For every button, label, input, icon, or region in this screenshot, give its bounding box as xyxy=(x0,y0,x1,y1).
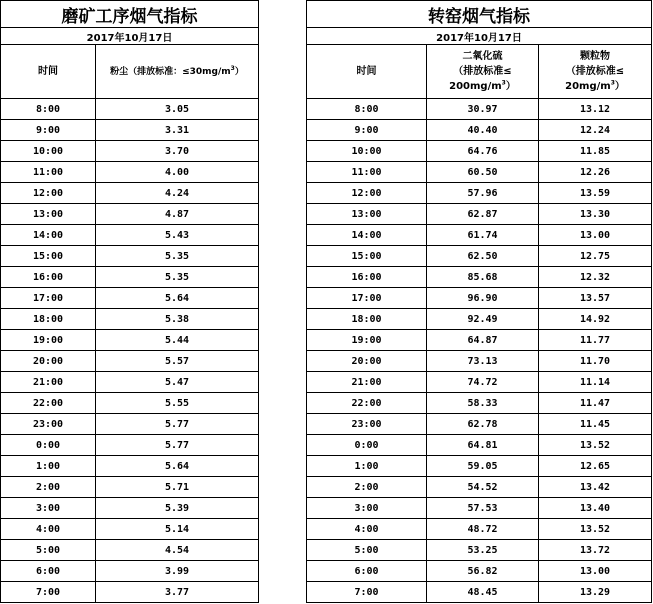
table-row xyxy=(1,141,259,162)
dust-value-cell: 5.14 xyxy=(96,519,259,540)
time-cell: 0:00 xyxy=(307,435,427,456)
table-row xyxy=(1,246,259,267)
table-row xyxy=(1,162,259,183)
so2-value-cell: 62.78 xyxy=(427,414,539,435)
left-table-title: 磨矿工序烟气指标 xyxy=(1,1,259,28)
table-row xyxy=(1,582,259,603)
time-cell: 2:00 xyxy=(1,477,96,498)
so2-value-cell: 48.45 xyxy=(427,582,539,603)
table-row xyxy=(307,162,652,183)
so2-value-cell: 64.87 xyxy=(427,330,539,351)
pm-value-cell: 13.30 xyxy=(539,204,652,225)
table-row xyxy=(1,225,259,246)
dust-value-cell: 5.64 xyxy=(96,456,259,477)
table-row xyxy=(307,246,652,267)
time-cell: 7:00 xyxy=(1,582,96,603)
table-row xyxy=(1,414,259,435)
pm-value-cell: 13.29 xyxy=(539,582,652,603)
table-row xyxy=(1,540,259,561)
table-row xyxy=(307,204,652,225)
table-row xyxy=(1,351,259,372)
time-cell: 14:00 xyxy=(307,225,427,246)
table-row xyxy=(1,330,259,351)
dust-value-cell: 5.47 xyxy=(96,372,259,393)
so2-value-cell: 96.90 xyxy=(427,288,539,309)
time-cell: 11:00 xyxy=(1,162,96,183)
time-cell: 4:00 xyxy=(307,519,427,540)
table-row xyxy=(1,288,259,309)
pm-value-cell: 13.42 xyxy=(539,477,652,498)
right-col-header-so2: 二氧化硫 （排放标准≤ $200mg/m^3$） xyxy=(427,45,539,99)
dust-value-cell: 3.99 xyxy=(96,561,259,582)
left-table-date: 2017年10月17日 xyxy=(1,28,259,45)
time-cell: 21:00 xyxy=(1,372,96,393)
pm-value-cell: 13.12 xyxy=(539,99,652,120)
time-cell: 0:00 xyxy=(1,435,96,456)
so2-value-cell: 62.87 xyxy=(427,204,539,225)
pm-value-cell: 12.26 xyxy=(539,162,652,183)
left-col-header-time: 时间 xyxy=(1,45,96,99)
table-row xyxy=(307,309,652,330)
pm-value-cell: 13.59 xyxy=(539,183,652,204)
table-row xyxy=(1,456,259,477)
table-row xyxy=(307,414,652,435)
left-col-header-dust xyxy=(96,45,259,99)
time-cell: 19:00 xyxy=(307,330,427,351)
table-row xyxy=(307,351,652,372)
so2-value-cell: 48.72 xyxy=(427,519,539,540)
so2-value-cell: 64.76 xyxy=(427,141,539,162)
left-date-row xyxy=(1,28,259,45)
dust-value-cell: 4.24 xyxy=(96,183,259,204)
time-cell: 23:00 xyxy=(1,414,96,435)
table-row xyxy=(1,309,259,330)
time-cell: 17:00 xyxy=(307,288,427,309)
dust-value-cell: 5.38 xyxy=(96,309,259,330)
table-row xyxy=(307,99,652,120)
pm-value-cell: 11.47 xyxy=(539,393,652,414)
so2-value-cell: 73.13 xyxy=(427,351,539,372)
pm-value-cell: 14.92 xyxy=(539,309,652,330)
pm-value-cell: 11.70 xyxy=(539,351,652,372)
pm-value-cell: 13.00 xyxy=(539,225,652,246)
so2-value-cell: 53.25 xyxy=(427,540,539,561)
so2-value-cell: 59.05 xyxy=(427,456,539,477)
table-row xyxy=(307,393,652,414)
right-date-row xyxy=(307,28,652,45)
dust-value-cell: 5.39 xyxy=(96,498,259,519)
dust-value-cell: 5.55 xyxy=(96,393,259,414)
time-cell: 20:00 xyxy=(1,351,96,372)
dust-value-cell: 4.87 xyxy=(96,204,259,225)
dust-value-cell: 4.54 xyxy=(96,540,259,561)
table-row xyxy=(1,183,259,204)
time-cell: 18:00 xyxy=(307,309,427,330)
pm-value-cell: 12.65 xyxy=(539,456,652,477)
right-header-row xyxy=(307,45,652,99)
pm-value-cell: 11.14 xyxy=(539,372,652,393)
table-row xyxy=(1,435,259,456)
time-cell: 15:00 xyxy=(307,246,427,267)
dust-value-cell: 5.64 xyxy=(96,288,259,309)
time-cell: 8:00 xyxy=(307,99,427,120)
table-row xyxy=(1,99,259,120)
right-col-header-pm: 颗粒物 （排放标准≤ $20mg/m^3$） xyxy=(539,45,652,99)
table-row xyxy=(307,141,652,162)
table-row xyxy=(307,519,652,540)
dust-value-cell: 5.71 xyxy=(96,477,259,498)
time-cell: 6:00 xyxy=(1,561,96,582)
time-cell: 15:00 xyxy=(1,246,96,267)
table-row xyxy=(307,582,652,603)
pm-value-cell: 12.75 xyxy=(539,246,652,267)
time-cell: 2:00 xyxy=(307,477,427,498)
time-cell: 12:00 xyxy=(1,183,96,204)
dust-value-cell: 5.57 xyxy=(96,351,259,372)
so2-value-cell: 58.33 xyxy=(427,393,539,414)
dust-value-cell: 3.77 xyxy=(96,582,259,603)
table-row xyxy=(307,372,652,393)
pm-value-cell: 11.85 xyxy=(539,141,652,162)
time-cell: 16:00 xyxy=(1,267,96,288)
time-cell: 13:00 xyxy=(1,204,96,225)
left-title-row xyxy=(1,1,259,28)
table-row xyxy=(1,267,259,288)
table-row xyxy=(1,519,259,540)
rotary-kiln-table xyxy=(306,0,652,603)
time-cell: 16:00 xyxy=(307,267,427,288)
dust-value-cell: 5.44 xyxy=(96,330,259,351)
table-row xyxy=(1,498,259,519)
dust-value-cell: 3.05 xyxy=(96,99,259,120)
time-cell: 10:00 xyxy=(1,141,96,162)
table-row xyxy=(307,120,652,141)
time-cell: 8:00 xyxy=(1,99,96,120)
time-cell: 4:00 xyxy=(1,519,96,540)
table-row xyxy=(307,435,652,456)
table-row xyxy=(307,456,652,477)
dust-value-cell: 3.31 xyxy=(96,120,259,141)
time-cell: 1:00 xyxy=(1,456,96,477)
time-cell: 17:00 xyxy=(1,288,96,309)
dust-value-cell: 5.35 xyxy=(96,267,259,288)
dust-value-cell: 5.43 xyxy=(96,225,259,246)
table-row xyxy=(307,330,652,351)
time-cell: 5:00 xyxy=(1,540,96,561)
right-col-header-time: 时间 xyxy=(307,45,427,99)
pm-value-cell: 13.72 xyxy=(539,540,652,561)
table-row xyxy=(1,120,259,141)
pm-value-cell: 12.32 xyxy=(539,267,652,288)
table-row xyxy=(307,540,652,561)
grinding-process-table xyxy=(0,0,259,603)
time-cell: 5:00 xyxy=(307,540,427,561)
right-title-row xyxy=(307,1,652,28)
table-row xyxy=(307,225,652,246)
pm-value-cell: 13.52 xyxy=(539,519,652,540)
table-row xyxy=(307,477,652,498)
table-row xyxy=(1,204,259,225)
pm-value-cell: 13.57 xyxy=(539,288,652,309)
time-cell: 3:00 xyxy=(307,498,427,519)
right-table-title: 转窑烟气指标 xyxy=(307,1,652,28)
so2-value-cell: 56.82 xyxy=(427,561,539,582)
time-cell: 20:00 xyxy=(307,351,427,372)
time-cell: 7:00 xyxy=(307,582,427,603)
time-cell: 18:00 xyxy=(1,309,96,330)
pm-value-cell: 12.24 xyxy=(539,120,652,141)
left-header-row xyxy=(1,45,259,99)
time-cell: 6:00 xyxy=(307,561,427,582)
so2-value-cell: 57.96 xyxy=(427,183,539,204)
dust-value-cell: 5.77 xyxy=(96,414,259,435)
table-row xyxy=(307,288,652,309)
pm-value-cell: 11.45 xyxy=(539,414,652,435)
time-cell: 9:00 xyxy=(1,120,96,141)
so2-value-cell: 85.68 xyxy=(427,267,539,288)
so2-value-cell: 54.52 xyxy=(427,477,539,498)
so2-value-cell: 92.49 xyxy=(427,309,539,330)
pm-value-cell: 13.40 xyxy=(539,498,652,519)
so2-value-cell: 74.72 xyxy=(427,372,539,393)
dust-value-cell: 5.77 xyxy=(96,435,259,456)
pm-value-cell: 11.77 xyxy=(539,330,652,351)
table-row xyxy=(307,498,652,519)
table-row xyxy=(1,393,259,414)
dust-value-cell: 4.00 xyxy=(96,162,259,183)
time-cell: 12:00 xyxy=(307,183,427,204)
dust-value-cell: 3.70 xyxy=(96,141,259,162)
so2-value-cell: 61.74 xyxy=(427,225,539,246)
time-cell: 22:00 xyxy=(1,393,96,414)
so2-value-cell: 62.50 xyxy=(427,246,539,267)
time-cell: 3:00 xyxy=(1,498,96,519)
table-row xyxy=(1,477,259,498)
right-table-date: 2017年10月17日 xyxy=(307,28,652,45)
pm-value-cell: 13.00 xyxy=(539,561,652,582)
so2-value-cell: 64.81 xyxy=(427,435,539,456)
so2-value-cell: 60.50 xyxy=(427,162,539,183)
time-cell: 13:00 xyxy=(307,204,427,225)
table-row xyxy=(307,183,652,204)
time-cell: 23:00 xyxy=(307,414,427,435)
time-cell: 22:00 xyxy=(307,393,427,414)
dust-standard-label: 粉尘（排放标准：$\le 30mg/m^3$） xyxy=(110,64,244,77)
so2-value-cell: 30.97 xyxy=(427,99,539,120)
time-cell: 21:00 xyxy=(307,372,427,393)
time-cell: 14:00 xyxy=(1,225,96,246)
time-cell: 9:00 xyxy=(307,120,427,141)
table-row xyxy=(1,561,259,582)
table-row xyxy=(1,372,259,393)
time-cell: 11:00 xyxy=(307,162,427,183)
time-cell: 19:00 xyxy=(1,330,96,351)
so2-value-cell: 40.40 xyxy=(427,120,539,141)
pm-value-cell: 13.52 xyxy=(539,435,652,456)
table-row xyxy=(307,267,652,288)
table-row xyxy=(307,561,652,582)
so2-value-cell: 57.53 xyxy=(427,498,539,519)
time-cell: 10:00 xyxy=(307,141,427,162)
time-cell: 1:00 xyxy=(307,456,427,477)
dust-value-cell: 5.35 xyxy=(96,246,259,267)
